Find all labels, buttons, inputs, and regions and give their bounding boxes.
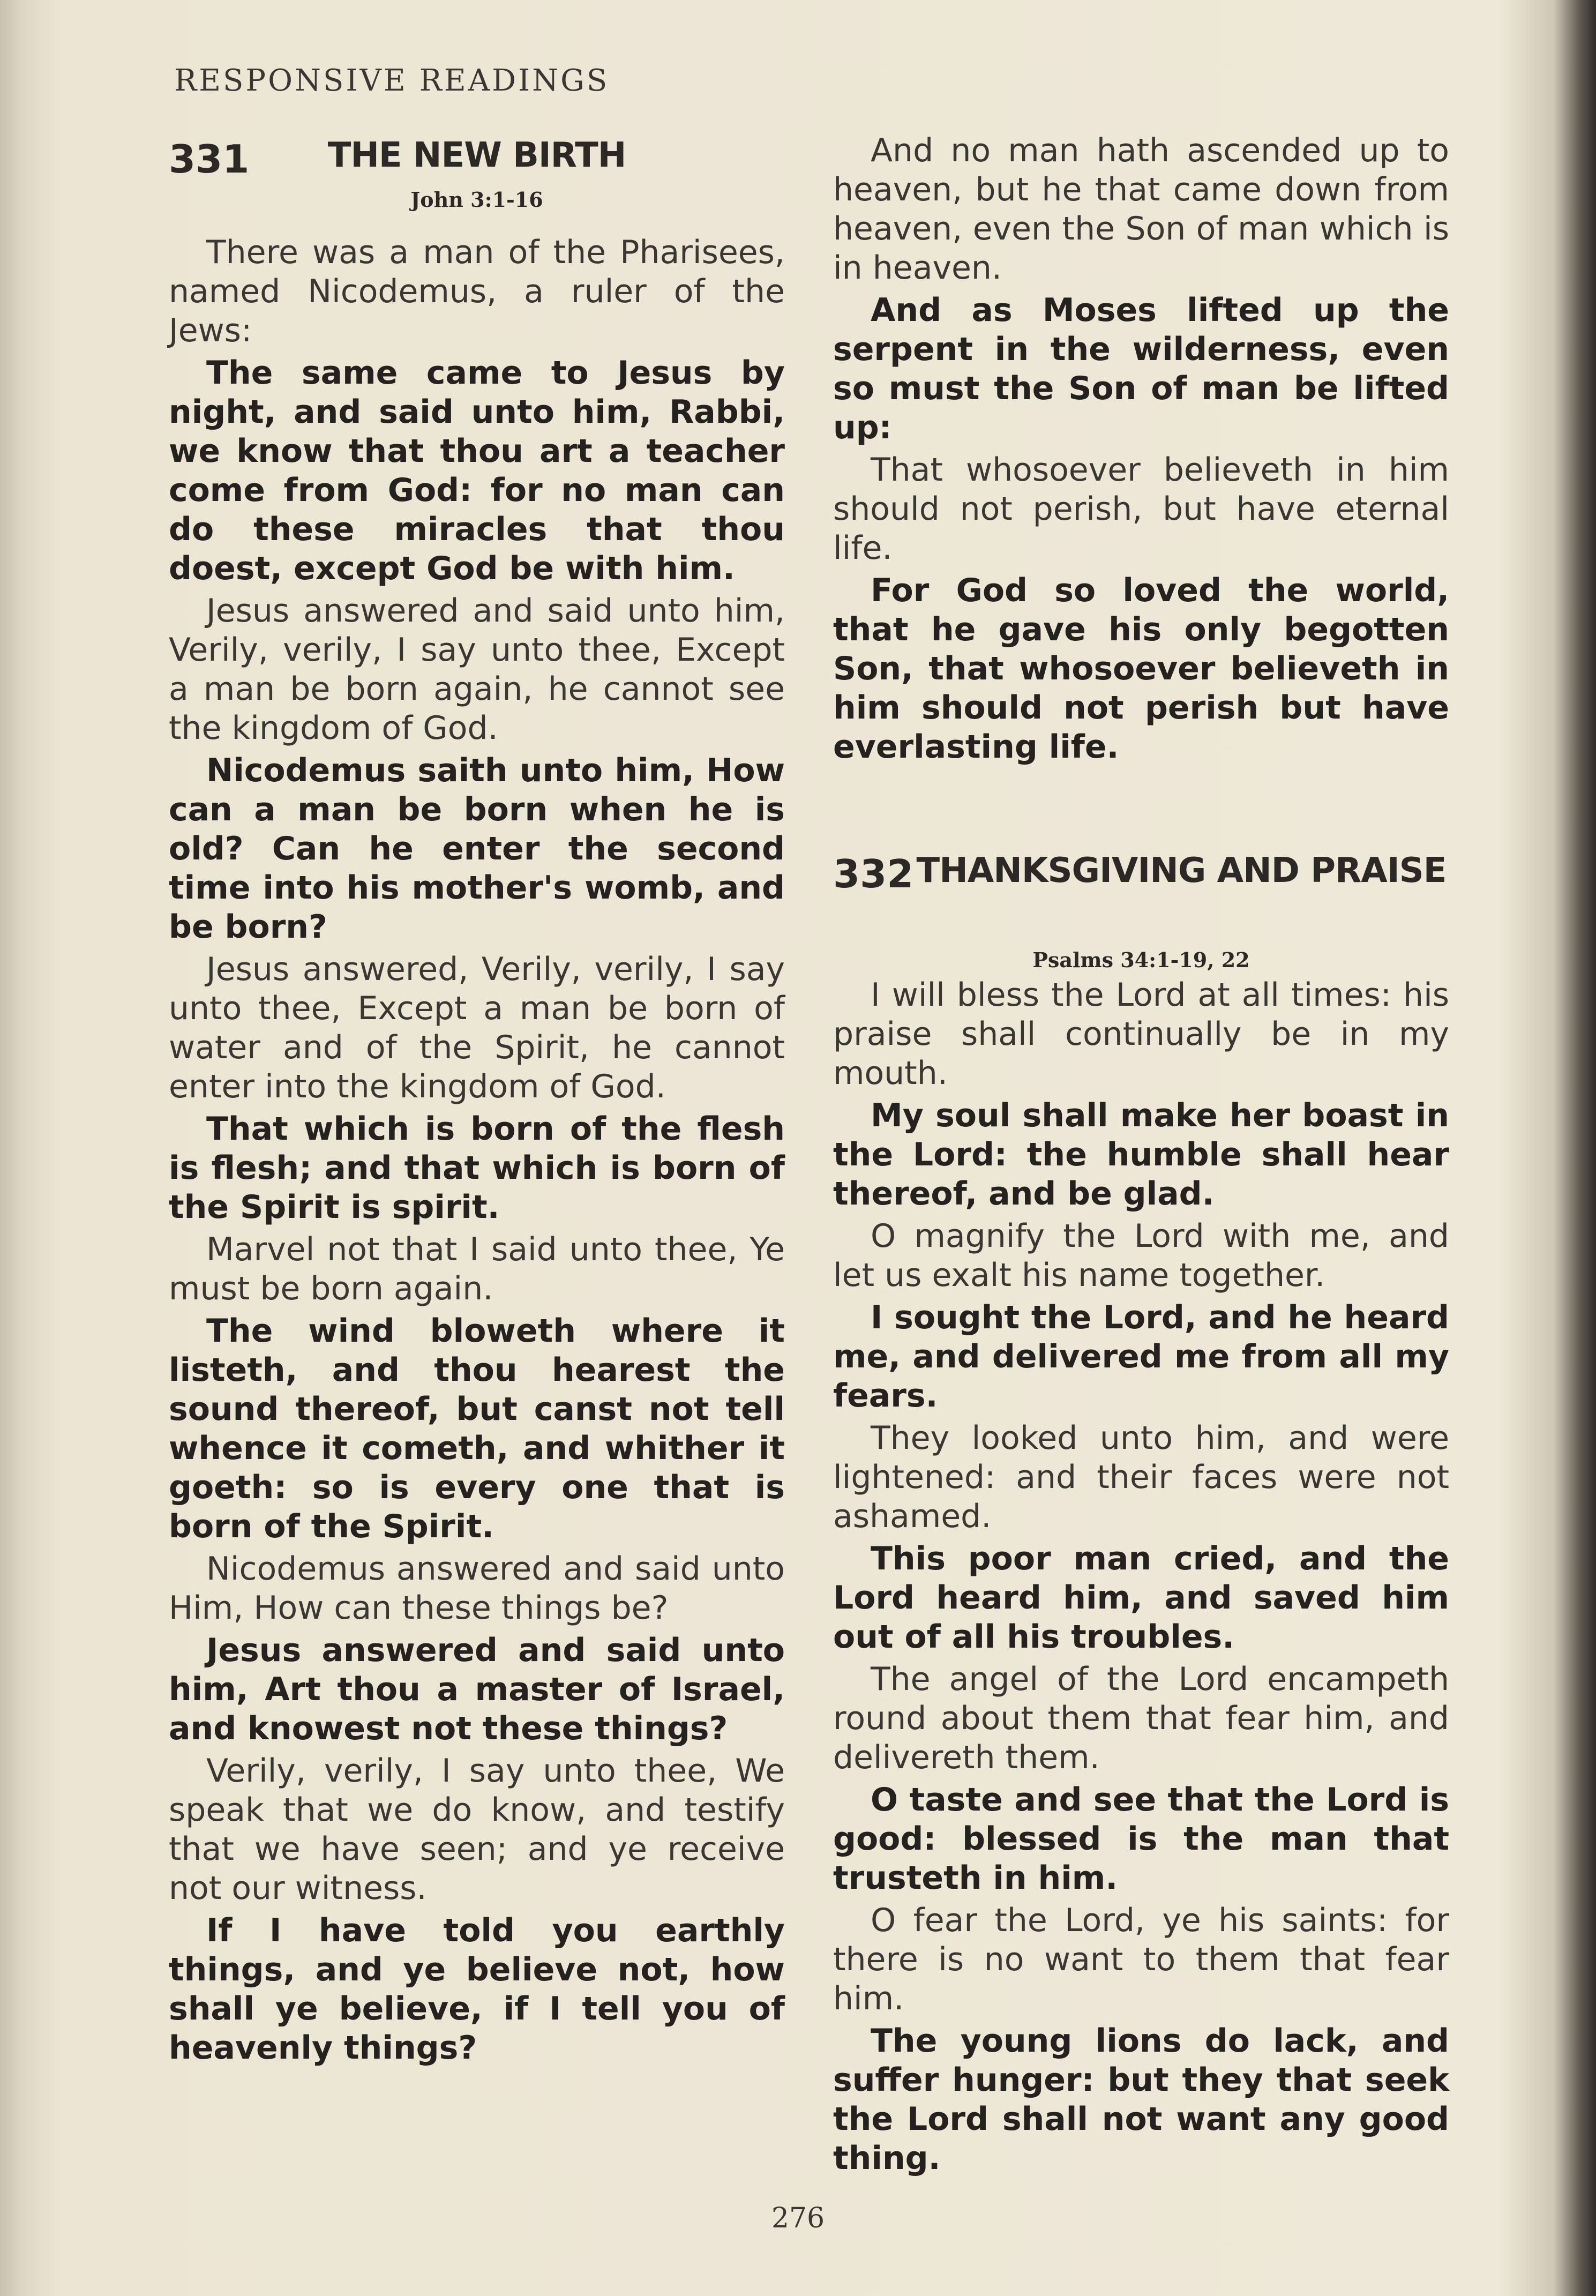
page-number: 276 bbox=[771, 2202, 825, 2234]
verse: The young lions do lack, and suffer hunger: but they that seek the Lord shall not want any good thing. bbox=[833, 2022, 1449, 2177]
verse: They looked unto him, and were lightened: and their faces were not ashamed. bbox=[833, 1419, 1449, 1535]
verse: The angel of the Lord encampeth round about them that fear him, and delivereth them. bbox=[833, 1661, 1449, 1776]
reading-title: THE NEW BIRTH bbox=[327, 136, 626, 175]
verse: And as Moses lifted up the serpent in the wilderness, even so must the Son of man be lifted up: bbox=[833, 291, 1449, 446]
reading-number: 332 bbox=[833, 851, 914, 896]
verse: Jesus answered and said unto him, Art thou a master of Israel, and knowest not these things? bbox=[169, 1632, 785, 1747]
verse: Nicodemus saith unto him, How can a man be born when he is old? Can he enter the second time into his mother's womb, and be born? bbox=[169, 752, 785, 946]
verse: O taste and see that the Lord is good: blessed is the man that trusteth in him. bbox=[833, 1781, 1449, 1897]
verse: My soul shall make her boast in the Lord: the humble shall hear thereof, and be glad. bbox=[833, 1097, 1449, 1213]
verse: O fear the Lord, ye his saints: for there is no want to them that fear him. bbox=[833, 1902, 1449, 2017]
running-head: RESPONSIVE READINGS bbox=[174, 63, 610, 98]
verse: Jesus answered, Verily, verily, I say unto thee, Except a man be born of water and of the Spirit, he cannot enter into the kingdom of God. bbox=[169, 951, 785, 1105]
verse: Marvel not that I said unto thee, Ye must be born again. bbox=[169, 1231, 785, 1307]
verse: For God so loved the world, that he gave his only begotten Son, that whosoever believeth in him should not perish but have everlasting life. bbox=[833, 572, 1449, 766]
reading-331-heading bbox=[169, 131, 785, 233]
scripture-reference: John 3:1-16 bbox=[410, 188, 543, 212]
verse: Nicodemus answered and said unto Him, How can these things be? bbox=[169, 1550, 785, 1627]
verse: The same came to Jesus by night, and said unto him, Rabbi, we know that thou art a teacher come from God: for no man can do these miracles that thou doest, except God be with him. bbox=[169, 354, 785, 587]
left-column bbox=[169, 131, 785, 2068]
right-column bbox=[833, 131, 1449, 2178]
verse: That whosoever believeth in him should not perish, but have eternal life. bbox=[833, 451, 1449, 567]
verse: If I have told you earthly things, and ye believe not, how shall ye believe, if I tell you of heavenly things? bbox=[169, 1912, 785, 2067]
verse: That which is born of the flesh is flesh; and that which is born of the Spirit is spirit. bbox=[169, 1110, 785, 1226]
verse: I sought the Lord, and he heard me, and delivered me from all my fears. bbox=[833, 1299, 1449, 1415]
verse: Jesus answered and said unto him, Verily, verily, I say unto thee, Except a man be born again, he cannot see the kingdom of God. bbox=[169, 592, 785, 747]
verse: And no man hath ascended up to heaven, but he that came down from heaven, even the Son of man which is in heaven. bbox=[833, 132, 1449, 287]
verse: O magnify the Lord with me, and let us exalt his name together. bbox=[833, 1217, 1449, 1294]
reading-332-heading bbox=[833, 842, 1449, 976]
reading-number: 331 bbox=[169, 137, 250, 182]
verse: This poor man cried, and the Lord heard him, and saved him out of all his troubles. bbox=[833, 1540, 1449, 1656]
verse: I will bless the Lord at all times: his praise shall continually be in my mouth. bbox=[833, 976, 1449, 1092]
verse: The wind bloweth where it listeth, and thou hearest the sound thereof, but canst not tell whence it cometh, and whither it goeth: so is every one that is born of the Spirit. bbox=[169, 1312, 785, 1545]
scripture-reference: Psalms 34:1-19, 22 bbox=[1032, 948, 1250, 972]
reading-title: THANKSGIVING AND PRAISE bbox=[916, 851, 1447, 891]
verse: There was a man of the Pharisees, named Nicodemus, a ruler of the Jews: bbox=[169, 234, 785, 349]
verse: Verily, verily, I say unto thee, We speak that we do know, and testify that we have seen; and ye receive not our witness. bbox=[169, 1752, 785, 1907]
